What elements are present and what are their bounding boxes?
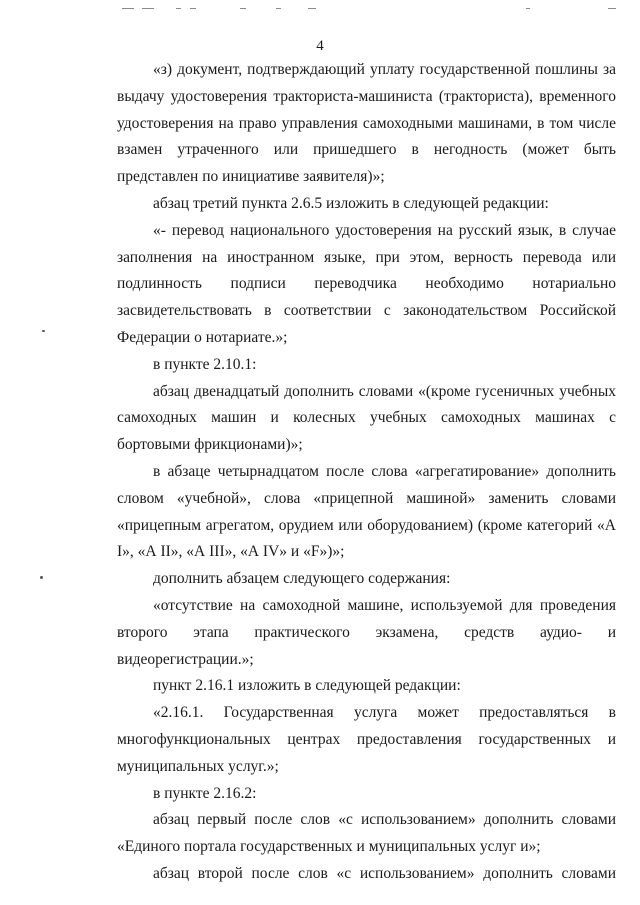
page-number: 4 (316, 38, 324, 54)
paragraph-no-recording-devices: «отсутствие на самоходной машине, используемой для проведения второго этапа практического экзамена, средств аудио- и видеорегистрации.»; (117, 596, 616, 668)
document-body (117, 57, 616, 888)
paragraph-item-2-16-2-heading: в пункте 2.16.2: (153, 784, 257, 802)
scan-artifact-marks (0, 6, 640, 12)
scan-speck (40, 576, 43, 579)
paragraph-translation-requirement: «- перевод национального удостоверения на русский язык, в случае заполнения на иностранном языке, при этом, верность перевода или подлинность подписи переводчика необходимо нотариально засвидетельствовать в соответствии с законодательством Российской Федерации о нотариате.»; (117, 221, 616, 346)
paragraph-item-2-16-1-heading: пункт 2.16.1 изложить в следующей редакции: (153, 677, 461, 695)
paragraph-fourteenth-abzac: в абзаце четырнадцатом после слова «агрегатирование» дополнить словом «учебной», слова «прицепной машиной» заменить словами «прицепным агрегатом, орудием или оборудованием) (кроме категорий «А I», «А II», «А III», «А IV» и «F»)»; (117, 462, 616, 561)
paragraph-twelfth-abzac: абзац двенадцатый дополнить словами «(кроме гусеничных учебных самоходных машин и колесных учебных самоходных машинах с бортовыми фрикционами)»; (117, 382, 616, 454)
paragraph-item-2-6-5-heading: абзац третий пункта 2.6.5 изложить в следующей редакции: (153, 194, 549, 212)
scan-speck (42, 330, 45, 332)
paragraph-item-2-10-1-heading: в пункте 2.10.1: (153, 355, 257, 373)
paragraph-first-abzac-addition: абзац первый после слов «с использованием» дополнить словами «Единого портала государственных и муниципальных услуг и»; (117, 811, 616, 856)
paragraph-second-abzac-addition: абзац второй после слов «с использованием» дополнить словами (153, 864, 616, 882)
paragraph-fee-document: «з) документ, подтверждающий уплату государственной пошлины за выдачу удостоверения тракториста-машиниста (тракториста), временного удостоверения на право управления самоходными машинами, в том числе взамен утраченного или пришедшего в негодность (может быть представлен по инициативе заявителя)»; (117, 61, 616, 186)
paragraph-add-abzac-heading: дополнить абзацем следующего содержания: (153, 570, 451, 588)
paragraph-item-2-16-1-text: «2.16.1. Государственная услуга может предоставляться в многофункциональных центрах предоставления государственных и муниципальных услуг.»; (117, 704, 616, 775)
